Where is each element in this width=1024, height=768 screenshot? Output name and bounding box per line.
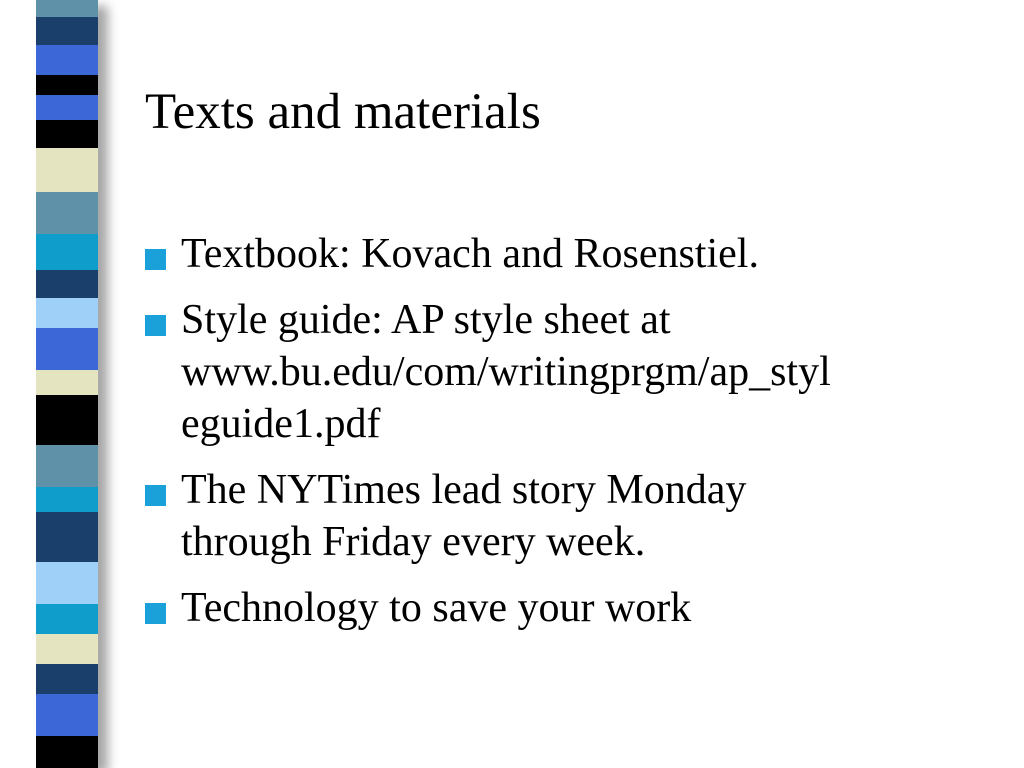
stripe-block [36,120,98,148]
stripe-block [36,487,98,512]
bullet-line: Technology to save your work [181,585,692,631]
stripe-block [36,192,98,234]
stripe-block [36,370,98,395]
stripe-block [36,604,98,634]
bullet-list [145,228,1005,648]
stripe-block [36,512,98,562]
stripe-block [36,75,98,95]
stripe-block [36,95,98,120]
stripe-block [36,0,98,17]
bullet-line: Style guide: AP style sheet at [181,297,671,343]
stripe-block [36,328,98,370]
bullet-item-technology [145,582,1005,634]
slide-title: Texts and materials [145,84,541,140]
square-bullet-icon [145,485,166,506]
stripe-block [36,17,98,45]
bullet-item-style-guide [145,294,1005,450]
stripe-block [36,664,98,694]
bullet-item-textbook [145,228,1005,280]
stripe-block [36,634,98,664]
stripe-block [36,270,98,298]
square-bullet-icon [145,603,166,624]
bullet-line-link: www.bu.edu/com/writingprgm/ap_styl [181,349,831,395]
square-bullet-icon [145,249,166,270]
stripe-block [36,736,98,768]
bullet-line: through Friday every week. [181,519,646,565]
bullet-line-link-continued: eguide1.pdf [181,401,381,447]
bullet-line: The NYTimes lead story Monday [181,467,747,513]
stripe-block [36,148,98,192]
stripe-block [36,694,98,736]
stripe-block [36,562,98,604]
stripe-block [36,45,98,75]
square-bullet-icon [145,315,166,336]
stripe-block [36,234,98,270]
bullet-item-nytimes [145,464,1005,568]
stripe-block [36,298,98,328]
stripe-block [36,445,98,487]
bullet-line: Textbook: Kovach and Rosenstiel. [181,231,759,277]
stripe-block [36,395,98,445]
decorative-stripe [36,0,98,768]
